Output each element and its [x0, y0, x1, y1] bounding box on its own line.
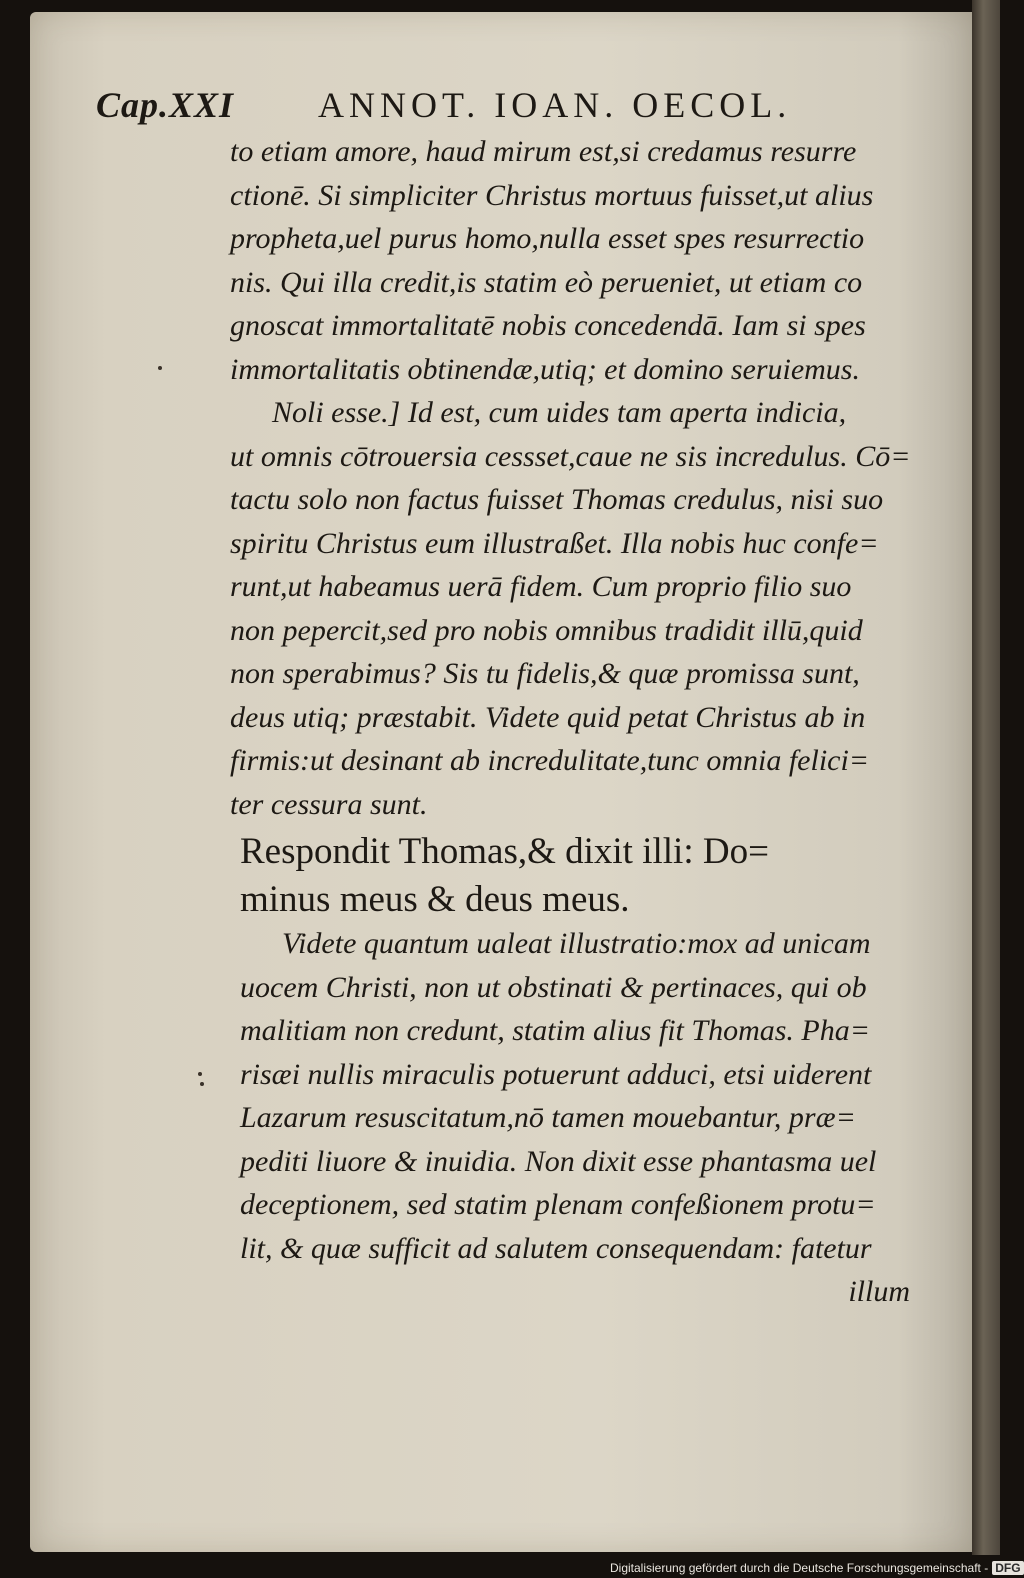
text-line: ter cessura sunt. [230, 787, 428, 821]
text-line: spiritu Christus eum illustraßet. Illa nobis huc confe= [230, 526, 879, 560]
text-line: deus utiq; præstabit. Videte quid petat Christus ab in [230, 700, 866, 734]
text-line: Lazarum resuscitatum,nō tamen mouebantur, præ= [240, 1101, 856, 1134]
text-line: Videte quantum ualeat illustratio:mox ad unicam [282, 927, 871, 960]
running-title: ANNOT. IOAN. OECOL. [318, 85, 792, 125]
catchword: illum [848, 1275, 910, 1308]
text-line: propheta,uel purus homo,nulla esset spes resurrectio [230, 222, 865, 255]
footer-text: Digitalisierung gefördert durch die Deutsche Forschungsgemeinschaft - [610, 1561, 989, 1575]
text-line: deceptionem, sed statim plenam confeßionem protu= [240, 1188, 876, 1221]
text-line: lit, & quæ sufficit ad salutem consequendam: fatetur [240, 1231, 872, 1265]
text-line: to etiam amore, haud mirum est,si credamus resurre [230, 135, 857, 168]
text-line: non pepercit,sed pro nobis omnibus tradidit illū,quid [230, 613, 863, 647]
page-edge [972, 0, 1000, 1555]
text-line: ctionē. Si simpliciter Christus mortuus fuisset,ut alius [230, 178, 874, 212]
text-line: tactu solo non factus fuisset Thomas credulus, nisi suo [230, 483, 884, 516]
running-head [96, 84, 856, 128]
chapter-label: Cap.XXI [96, 85, 235, 125]
text-line: runt,ut habeamus uerā fidem. Cum proprio filio suo [230, 570, 852, 603]
text-line: malitiam non credunt, statim alius fit Thomas. Pha= [240, 1014, 870, 1047]
text-line: gnoscat immortalitatē nobis concedendā. Iam si spes [230, 309, 866, 342]
digitization-footer [610, 1558, 1024, 1578]
paragraph-3 [240, 922, 920, 1314]
text-line: ut omnis cōtrouersia cessset,caue ne sis incredulus. Cō= [230, 439, 911, 473]
heading-line: minus meus & deus meus. [240, 879, 630, 920]
text-line: nis. Qui illa credit,is statim eò perueniet, ut etiam co [230, 265, 863, 299]
margin-mark [200, 1082, 204, 1086]
text-line: pediti liuore & inuidia. Non dixit esse phantasma uel [240, 1144, 877, 1178]
text-line: non sperabimus? Sis tu fidelis,& quæ promissa sunt, [230, 657, 860, 690]
verse-heading [240, 828, 940, 924]
text-line: risæi nullis miraculis potuerunt adduci, etsi uiderent [240, 1057, 872, 1091]
text-line: immortalitatis obtinendæ,utiq; et domino seruiemus. [230, 352, 860, 386]
margin-mark [158, 366, 162, 370]
text-line: Noli esse.] Id est, cum uides tam aperta indicia, [272, 396, 847, 429]
heading-line: Respondit Thomas,& dixit illi: Do= [240, 831, 769, 872]
paragraph-1 [230, 130, 920, 826]
dfg-logo: DFG [992, 1561, 1023, 1575]
text-line: firmis:ut desinant ab incredulitate,tunc omnia felici= [230, 744, 870, 777]
margin-mark [198, 1072, 202, 1076]
text-line: uocem Christi, non ut obstinati & pertinaces, qui ob [240, 970, 867, 1004]
